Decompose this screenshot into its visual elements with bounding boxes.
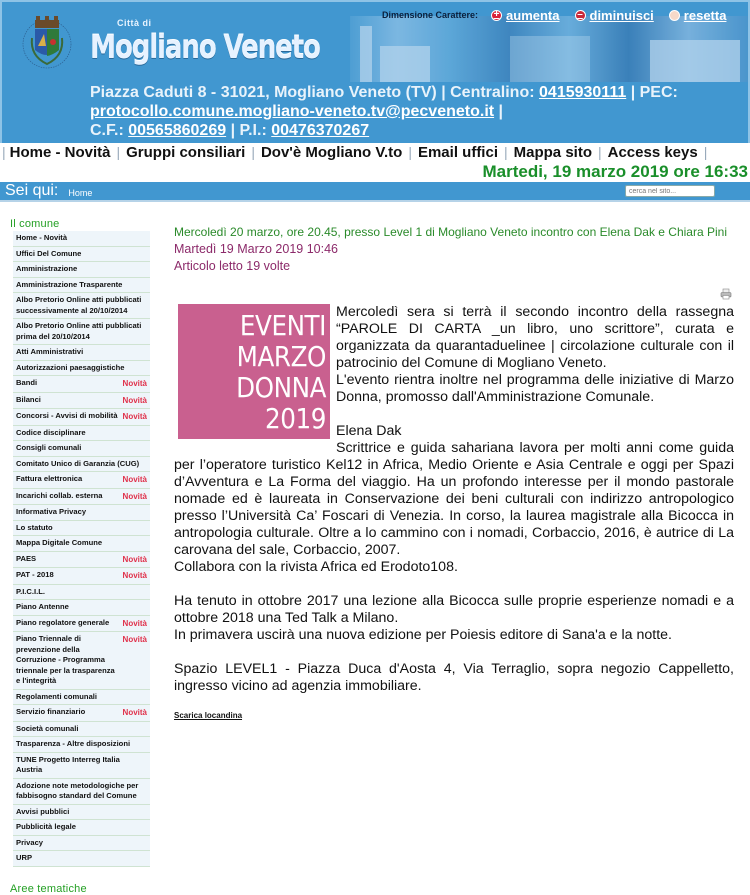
sidebar-menu-item[interactable] xyxy=(13,231,150,247)
pipe-separator: | xyxy=(498,103,504,120)
sidebar-menu-item[interactable] xyxy=(13,521,150,537)
address-text: Piazza Caduti 8 - 31021, Mogliano Veneto (TV) | Centralino: xyxy=(90,84,535,101)
paragraph-spacer xyxy=(174,576,734,593)
sidebar-menu-item[interactable] xyxy=(13,457,150,473)
plus-circle-icon: + xyxy=(491,10,502,21)
sidebar-menu-item-label: Lo statuto xyxy=(16,522,53,532)
sidebar-menu-item-label: P.I.C.I.L. xyxy=(16,586,45,596)
sidebar-menu-item-label: Uffici Del Comune xyxy=(16,248,82,258)
sidebar-menu-item-label: Trasparenza - Altre disposizioni xyxy=(16,739,131,748)
phone-link[interactable]: 0415930111 xyxy=(539,84,627,101)
city-prefix: Città di xyxy=(117,18,152,28)
top-navigation xyxy=(0,143,713,161)
sidebar-menu-item-label: Bandi xyxy=(16,378,38,387)
sidebar-menu-item-label: Codice disciplinare xyxy=(16,427,86,437)
increase-font-label: aumenta xyxy=(506,7,560,23)
pi-label: | P.I.: xyxy=(230,122,267,139)
article xyxy=(174,224,734,720)
download-poster-link[interactable]: Scarica locandina xyxy=(174,711,243,720)
sidebar-menu-item-label: Concorsi - Avvisi di mobilità xyxy=(16,411,118,420)
new-badge: Novità xyxy=(122,708,147,717)
increase-font-link[interactable] xyxy=(491,8,559,23)
nav-separator: | xyxy=(116,144,121,160)
sidebar-menu-item-label: Home - Novità xyxy=(16,233,68,242)
sidebar-menu-item[interactable] xyxy=(13,361,150,377)
pi-value-link[interactable]: 00476370267 xyxy=(271,122,370,139)
sidebar-menu-item-label: Bilanci xyxy=(16,394,41,404)
new-badge: Novità xyxy=(122,618,147,628)
reset-font-link[interactable] xyxy=(669,8,727,23)
sidebar-menu-item-label: Fattura elettronica xyxy=(16,474,83,483)
breadcrumb-home-link[interactable]: Home xyxy=(68,187,93,198)
sidebar-menu-item-label: Albo Pretorio Online atti pubblicati successivamente al 20/10/2014 xyxy=(16,295,142,315)
sidebar-menu-item-label: Incarichi collab. esterna xyxy=(16,490,103,500)
new-badge: Novità xyxy=(122,635,147,644)
sidebar-menu-item-label: Informativa Privacy xyxy=(16,507,87,516)
sidebar-menu-item[interactable] xyxy=(13,600,150,616)
sidebar-menu-item[interactable] xyxy=(13,247,150,263)
sidebar-menu-item-label: Piano Antenne xyxy=(16,602,69,611)
sidebar-menu-item[interactable] xyxy=(13,690,150,706)
sidebar-menu-item[interactable] xyxy=(13,722,150,738)
sidebar-menu-item-label: Atti Amministrativi xyxy=(16,347,84,356)
sidebar-menu-item-label: Consigli comunali xyxy=(16,443,82,452)
sidebar-menu-item[interactable] xyxy=(13,293,150,319)
sidebar-menu-item[interactable] xyxy=(13,616,150,633)
sidebar-menu-item-label: PAES xyxy=(16,553,37,563)
new-badge: Novità xyxy=(122,395,147,405)
decrease-font-link[interactable] xyxy=(575,8,654,23)
reset-circle-icon xyxy=(669,10,680,21)
article-paragraph: In primavera uscirà una nuova edizione per Poiesis editore di Sana'a e la notte. xyxy=(174,627,672,643)
nav-separator: | xyxy=(251,144,255,160)
article-title: Mercoledì 20 marzo, ore 20.45, presso Level 1 di Mogliano Veneto incontro con Elena Dak e Chiara Pini xyxy=(174,225,727,239)
sidebar-menu-item-label: TUNE Progetto Interreg Italia Austria xyxy=(16,754,120,774)
new-badge: Novità xyxy=(122,379,147,388)
sidebar-heading-il-comune: Il comune xyxy=(10,218,60,230)
sidebar-menu-item[interactable] xyxy=(13,441,150,457)
article-read-count: Articolo letto 19 volte xyxy=(174,259,291,273)
nav-home-novita[interactable]: Home - Novità xyxy=(9,143,111,161)
sidebar-menu-item-label: Mappa Digitale Comune xyxy=(16,538,103,547)
article-paragraph: Mercoledì sera si terrà il secondo incontro della rassegna “PAROLE DI CARTA _un libro, uno scrittore”, curata e organizzata da quarantaduelinee | circolazione culturale con il patrocinio del Comune di Mogliano Veneto. xyxy=(336,304,734,371)
sidebar-menu-item[interactable] xyxy=(13,552,150,569)
site-title[interactable]: Mogliano Veneto xyxy=(90,28,320,66)
site-header xyxy=(0,0,750,143)
breadcrumb xyxy=(0,182,750,202)
pec-label: | PEC: xyxy=(630,84,678,101)
sidebar-menu-item-label: URP xyxy=(16,853,33,862)
sidebar-menu-item-label: PAT - 2018 xyxy=(16,570,54,579)
reset-font-label: resetta xyxy=(683,7,727,23)
cf-value-link[interactable]: 00565860269 xyxy=(128,122,227,139)
new-badge: Novità xyxy=(122,491,147,501)
paragraph-spacer xyxy=(174,644,734,661)
pec-email-link[interactable]: protocollo.comune.mogliano-veneto.tv@pecveneto.it xyxy=(90,103,495,120)
nav-separator: | xyxy=(2,144,6,160)
sidebar-menu-item[interactable] xyxy=(13,278,150,294)
breadcrumb-label: Sei qui: xyxy=(5,182,59,199)
sidebar-menu-item[interactable] xyxy=(13,753,150,779)
sidebar-menu-item[interactable] xyxy=(13,262,150,278)
sidebar-menu-item[interactable] xyxy=(13,632,150,690)
article-date: Martedì 19 Marzo 2019 10:46 xyxy=(174,242,338,256)
article-paragraph: Spazio LEVEL1 - Piazza Duca d'Aosta 4, Via Terraglio, sopra negozio Cappelletto, ingresso vicino ad agenzia immobiliare. xyxy=(174,661,734,694)
sidebar-menu-item[interactable] xyxy=(13,505,150,521)
nav-email-uffici[interactable]: Email uffici xyxy=(417,143,498,161)
search-input[interactable] xyxy=(625,185,715,197)
sidebar-menu-item[interactable] xyxy=(13,737,150,753)
current-datetime: Martedi, 19 marzo 2019 ore 16:33 xyxy=(482,162,748,181)
sidebar-menu-item[interactable] xyxy=(13,851,150,867)
sidebar-menu-item-label: Autorizzazioni paesaggistiche xyxy=(16,362,125,372)
sidebar-menu-item-label: Società comunali xyxy=(16,723,79,733)
font-size-label: Dimensione Carattere: xyxy=(382,10,479,20)
minus-circle-icon: – xyxy=(575,10,586,21)
sidebar-menu-item[interactable] xyxy=(13,705,150,722)
event-poster-image xyxy=(178,304,330,439)
sidebar-menu-item-label: Pubblicità legale xyxy=(16,822,76,831)
print-icon[interactable] xyxy=(720,288,732,300)
nav-separator: | xyxy=(597,144,602,160)
nav-dove-mogliano[interactable]: Dov'è Mogliano V.to xyxy=(260,143,403,161)
sidebar-menu-item-label: Avvisi pubblici xyxy=(16,806,70,816)
sidebar-menu-item-label: Comitato Unico di Garanzia (CUG) xyxy=(16,458,140,468)
nav-separator: | xyxy=(408,144,412,160)
sidebar-menu-item[interactable] xyxy=(13,409,150,426)
sidebar-menu-item[interactable] xyxy=(13,489,150,506)
article-paragraph: L'evento rientra inoltre nel programma delle iniziative di Marzo Donna, promosso dall'Amministrazione Comunale. xyxy=(336,372,734,405)
article-paragraph: Collabora con la rivista Africa ed Erodoto108. xyxy=(174,559,458,575)
article-paragraph: Scrittrice e guida sahariana lavora per molti anni come guida per l’operatore turistico Kel12 in Africa, Medio Oriente e Asia Centrale e oggi per Spazi d’Avventura e La Forma del viaggio. Ha un profondo interesse per il mondo pastorale nomade ed è laureata in Conservazione dei beni culturali con indirizzo antropologico presso l’Università Ca’ Foscari di Venezia. In corso, la laurea magistrale alla Bicocca in antropologia culturale. Oltre a lo cammino con i nomadi, Corbaccio, 2016, è autrice di La carovana del sale, Corbaccio, 2007. xyxy=(174,440,734,558)
sidebar-menu-item[interactable] xyxy=(13,376,150,393)
sidebar-menu-item[interactable] xyxy=(13,820,150,836)
city-crest-logo[interactable] xyxy=(22,8,72,80)
sidebar-menu-item-label: Privacy xyxy=(16,837,44,847)
sidebar-menu-item-label: Amministrazione xyxy=(16,264,78,273)
sidebar-menu-item-label: Piano regolatore generale xyxy=(16,617,110,627)
nav-gruppi-consiliari[interactable]: Gruppi consiliari xyxy=(126,143,246,161)
sidebar-menu-item[interactable] xyxy=(13,779,150,805)
author-name: Elena Dak xyxy=(336,423,402,439)
sidebar-heading-aree-tematiche: Aree tematiche xyxy=(10,882,87,895)
nav-mappa-sito[interactable]: Mappa sito xyxy=(513,143,592,161)
sidebar-menu-item-label: Regolamenti comunali xyxy=(16,691,98,701)
sidebar-menu-item[interactable] xyxy=(13,536,150,552)
sidebar-menu-item[interactable] xyxy=(13,805,150,821)
header-photo-banner xyxy=(350,16,748,82)
contact-info xyxy=(90,83,740,140)
sidebar-menu-item-label: Amministrazione Trasparente xyxy=(16,279,123,289)
sidebar-menu-item[interactable] xyxy=(13,345,150,361)
sidebar-menu-item-label: Albo Pretorio Online atti pubblicati prima del 20/10/2014 xyxy=(16,321,142,341)
sidebar-menu-item-label: Piano Triennale di prevenzione della Corruzione - Programma triennale per la trasparenza e l'integrità xyxy=(16,634,115,685)
sidebar-menu-item[interactable] xyxy=(13,472,150,489)
sidebar-menu-item[interactable] xyxy=(13,393,150,410)
sidebar-menu-item[interactable] xyxy=(13,568,150,585)
sidebar-menu xyxy=(13,231,150,867)
article-body xyxy=(174,304,734,724)
nav-separator: | xyxy=(504,144,508,160)
sidebar-menu-item[interactable] xyxy=(13,426,150,442)
poster-line: 2019 xyxy=(265,402,326,435)
sidebar xyxy=(0,218,160,895)
new-badge: Novità xyxy=(122,475,147,484)
poster-line: EVENTI xyxy=(239,309,326,342)
sidebar-menu-item-label: Adozione note metodologiche per fabbisogno standard del Comune xyxy=(16,780,139,800)
sidebar-menu-item[interactable] xyxy=(13,585,150,601)
new-badge: Novità xyxy=(122,554,147,564)
sidebar-menu-item-label: Servizio finanziario xyxy=(16,707,86,716)
poster-line: DONNA xyxy=(236,371,326,404)
cf-label: C.F.: xyxy=(90,122,124,139)
new-badge: Novità xyxy=(122,412,147,421)
sidebar-menu-item[interactable] xyxy=(13,319,150,345)
font-size-controls xyxy=(382,6,748,24)
poster-line: MARZO xyxy=(236,340,326,373)
new-badge: Novità xyxy=(122,571,147,580)
article-paragraph: Ha tenuto in ottobre 2017 una lezione alla Bicocca sulle proprie esperienze nomadi e a ottobre 2018 una Ted Talk a Milano. xyxy=(174,593,734,626)
nav-access-keys[interactable]: Access keys xyxy=(607,143,698,161)
decrease-font-label: diminuisci xyxy=(589,7,654,23)
nav-separator: | xyxy=(703,144,708,160)
sidebar-menu-item[interactable] xyxy=(13,836,150,852)
